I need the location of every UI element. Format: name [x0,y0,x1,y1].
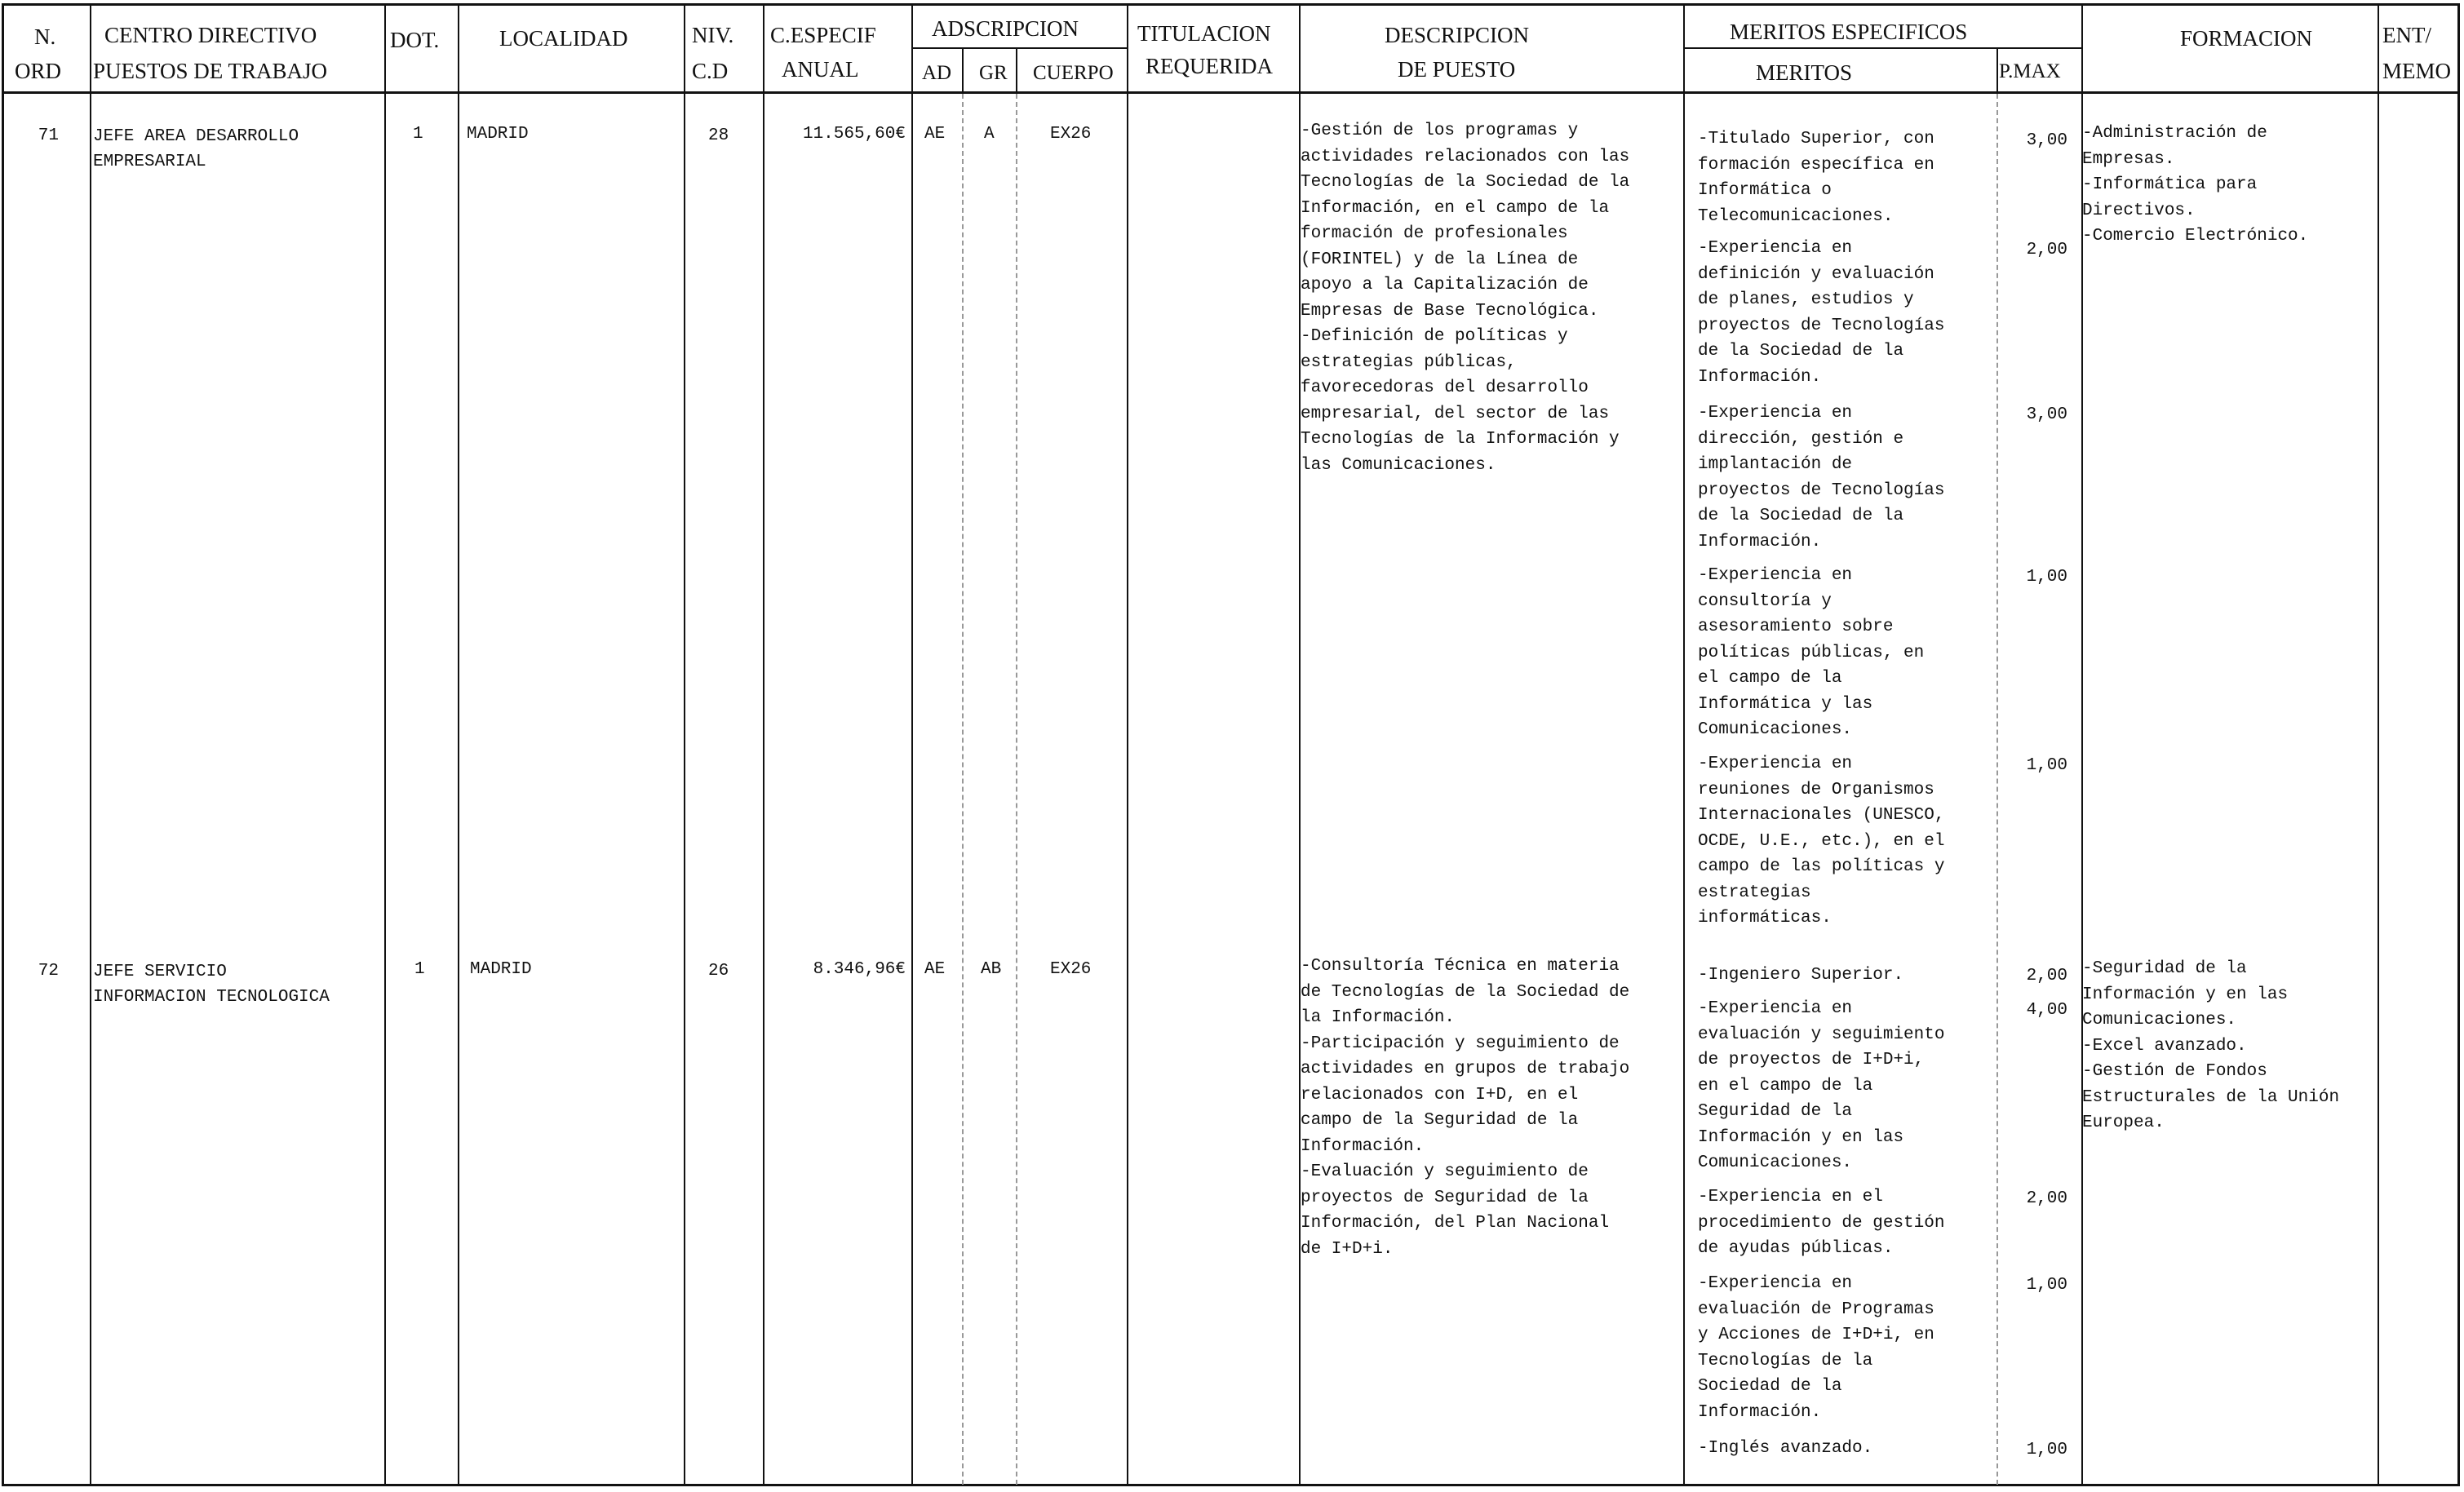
header-cuerpo: CUERPO [1033,62,1114,84]
header-meritos-especificos: MERITOS ESPECIFICOS [1730,20,1968,44]
merito-pmax: 3,00 [2026,405,2067,424]
col-rule [684,3,685,1486]
col-rule [763,3,764,1486]
adscripcion-gr: AB [981,960,1002,979]
header-anual: ANUAL [782,57,859,82]
puesto-line: JEFE SERVICIO [93,963,227,981]
merito-text: -Experiencia en evaluación y seguimiento de proyectos de I+D+i, en el campo de la Seguridad de la Información y en las Comunicaciones. [1698,999,1945,1172]
merito-pmax: 1,00 [2026,568,2067,587]
merito-pmax: 1,00 [2026,756,2067,775]
header-ord: ORD [15,59,62,83]
header-puestos-de-trabajo: PUESTOS DE TRABAJO [93,59,328,83]
merito-text: -Experiencia en el procedimiento de gestión de ayudas públicas. [1698,1188,1945,1258]
formacion: -Seguridad de la Información y en las Comunicaciones. -Excel avanzado. -Gestión de Fondos Estructurales de la Unión Europea. [2082,959,2340,1132]
col-rule [458,3,459,1486]
gr-cuerpo-dashed [1016,94,1017,1485]
descripcion-puesto: -Gestión de los programas y actividades relacionados con las Tecnologías de la Sociedad de la Información, en el campo de la formación de profesionales (FORINTEL) y de la Línea de apoyo a la Capitalización de Empresas de Base Tecnológica. -Definición de políticas y estrategias públicas, favorecedoras del desarrollo empresarial, del sector de las Tecnologías de la Información y las Comunicaciones. [1301,122,1630,475]
puesto-line: EMPRESARIAL [93,153,206,171]
header-bottom-rule [3,91,2459,94]
adscripcion-gr: A [984,125,995,144]
merito-text: -Titulado Superior, con formación específica en Informática o Telecomunicaciones. [1698,130,1934,226]
merito-pmax: 1,00 [2026,1276,2067,1295]
dotacion: 1 [414,960,425,979]
ad-gr-dashed [962,94,964,1485]
header-c-especif: C.ESPECIF [770,23,876,47]
puesto-line: INFORMACION TECNOLOGICA [93,988,330,1007]
merito-pmax: 2,00 [2026,241,2067,259]
col-rule [384,3,386,1486]
header-pmax: P.MAX [1999,60,2061,82]
header-niv: NIV. [692,23,734,47]
merito-pmax: 1,00 [2026,1441,2067,1459]
col-rule [2378,3,2379,1486]
header-ent: ENT/ [2382,23,2431,47]
header-gr: GR [979,62,1008,84]
col-rule [1127,3,1128,1486]
nivel-cd: 26 [708,962,729,981]
complemento-especifico: 11.565,60€ [802,125,906,144]
adscripcion-cuerpo: EX26 [1050,960,1092,979]
merito-text: -Inglés avanzado. [1698,1439,1873,1458]
col-rule [911,3,913,1486]
header-de-puesto: DE PUESTO [1398,57,1516,82]
header-cd: C.D [692,59,729,83]
localidad: MADRID [467,125,529,144]
gr-cuerpo-rule [1016,47,1017,93]
header-descripcion: DESCRIPCION [1385,23,1530,47]
n-ord: 71 [38,126,59,145]
meritos-pmax-rule [1996,47,1998,93]
merito-pmax: 3,00 [2026,131,2067,150]
header-meritos: MERITOS [1756,60,1853,85]
header-titulacion: TITULACION [1137,21,1271,46]
nivel-cd: 28 [708,126,729,145]
n-ord: 72 [38,962,59,981]
header-adscripcion: ADSCRIPCION [932,16,1079,41]
merito-text: -Experiencia en reuniones de Organismos Internacionales (UNESCO, OCDE, U.E., etc.), en el campo de las políticas y estrategias informáticas. [1698,755,1945,928]
adscripcion-cuerpo: EX26 [1050,125,1092,144]
header-formacion: FORMACION [2180,26,2313,51]
col-rule [1683,3,1685,1486]
merito-text: -Experiencia en dirección, gestión e implantación de proyectos de Tecnologías de la Sociedad de la Información. [1698,404,1945,551]
merito-pmax: 2,00 [2026,967,2067,985]
localidad: MADRID [470,960,532,979]
header-localidad: LOCALIDAD [499,26,628,51]
meritos-pmax-dashed [1996,94,1998,1485]
header-ad: AD [922,62,952,84]
complemento-especifico: 8.346,96€ [813,960,906,979]
header-dot: DOT. [390,28,440,52]
puesto-line: JEFE AREA DESARROLLO [93,127,299,146]
adscripcion-ad: AE [924,960,946,979]
merito-pmax: 4,00 [2026,1001,2067,1020]
merito-pmax: 2,00 [2026,1189,2067,1208]
adscripcion-rule [911,47,1127,49]
header-centro-directivo: CENTRO DIRECTIVO [104,23,317,47]
meritos-rule [1683,47,2081,49]
col-rule [90,3,91,1486]
header-requerida: REQUERIDA [1146,54,1273,78]
header-n: N. [34,24,56,49]
merito-text: -Ingeniero Superior. [1698,966,1904,985]
merito-text: -Experiencia en definición y evaluación de planes, estudios y proyectos de Tecnologías de la Sociedad de la Información. [1698,239,1945,387]
formacion: -Administración de Empresas. -Informática para Directivos. -Comercio Electrónico. [2082,124,2309,246]
descripcion-puesto: -Consultoría Técnica en materia de Tecnologías de la Sociedad de la Información. -Participación y seguimiento de actividades en grupos de trabajo relacionados con I+D, en el campo de la Seguridad de la Información. -Evaluación y seguimiento de proyectos de Seguridad de la Información, del Plan Nacional de I+D+i. [1301,957,1630,1259]
header-memo: MEMO [2382,59,2452,83]
merito-text: -Experiencia en evaluación de Programas y Acciones de I+D+i, en Tecnologías de la Sociedad de la Información. [1698,1274,1934,1422]
merito-text: -Experiencia en consultoría y asesoramiento sobre políticas públicas, en el campo de la Informática y las Comunicaciones. [1698,566,1925,739]
adscripcion-ad: AE [924,125,946,144]
dotacion: 1 [413,125,423,144]
ad-gr-rule [962,47,964,93]
